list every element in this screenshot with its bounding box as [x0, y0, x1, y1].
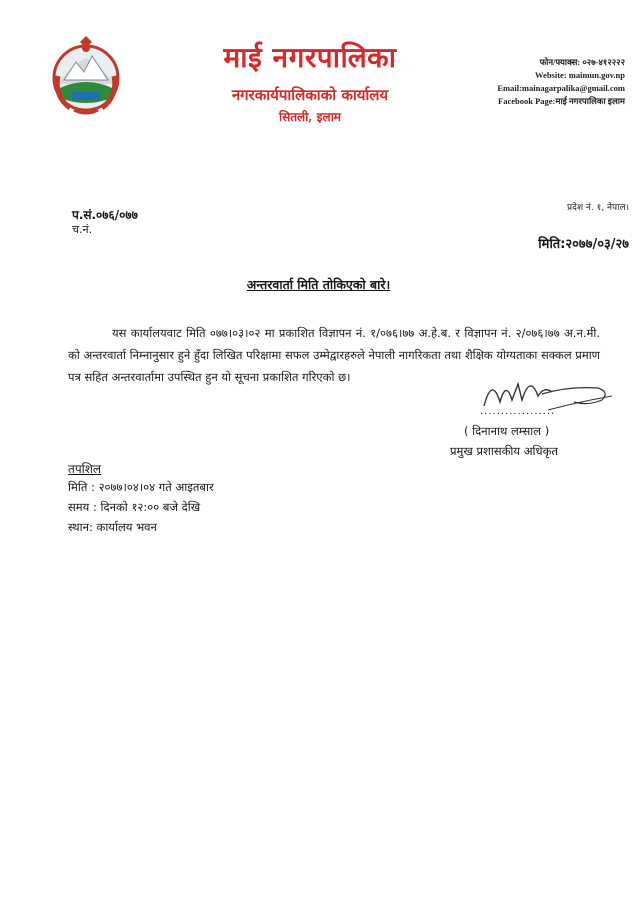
schedule-heading: तपशिल	[68, 462, 102, 476]
email-link[interactable]: Email:mainagarpalika@gmail.com	[497, 83, 625, 93]
schedule-date: मिति : २०७७।०४।०४ गते आइतबार	[68, 480, 214, 494]
subject-text: अन्तरवार्ता मिति तोकिएको बारे।	[246, 277, 391, 292]
signature-line: ..................	[480, 406, 556, 417]
office-name: माई नगरपालिका	[223, 41, 397, 74]
office-subtitle: नगरकार्यपालिकाको कार्यालय	[231, 86, 389, 104]
subject-line	[0, 276, 637, 293]
letter-date: मिति:२०७७/०३/२७	[538, 237, 629, 252]
province-label: प्रदेश नं. १, नेपाल।	[567, 203, 629, 213]
nepal-emblem-icon	[50, 36, 122, 116]
facebook-page: Facebook Page:माई नगरपालिका इलाम	[498, 96, 625, 106]
reference-number: प.सं.०७६/०७७	[72, 208, 138, 222]
phone-fax: फोन/फ्याक्स: ०२७-४१२२२२	[539, 57, 625, 67]
dispatch-number: च.नं.	[72, 223, 93, 236]
contact-block	[497, 56, 625, 108]
website-link[interactable]: Website: maimun.gov.np	[535, 70, 625, 80]
schedule-time: समय : दिनको १२:०० बजे देखि	[68, 500, 201, 514]
signatory-name: ( दिनानाथ लम्साल )	[464, 424, 550, 438]
office-location: सितली, इलाम	[279, 110, 341, 124]
signatory-title: प्रमुख प्रशासकीय अधिकृत	[450, 444, 558, 458]
schedule-venue: स्थान: कार्यालय भवन	[68, 520, 157, 534]
notice-body: यस कार्यालयवाट मिति ०७७।०३।०२ मा प्रकाशित विज्ञापन नं. १/०७६।७७ अ.हे.ब. र विज्ञापन नं. २/०७६।७७ अ.न.मी. को अन्तरवार्ता निम्नानुसार हुने हुँदा लिखित परिक्षामा सफल उम्मेद्वारहरुले नेपाली नागरिकता तथा शैक्षिक योग्यताका सक्कल प्रमाण पत्र सहित अन्तरवार्तामा उपस्थित हुन यो सूचना प्रकाशित गरिएको छ।	[68, 326, 600, 384]
